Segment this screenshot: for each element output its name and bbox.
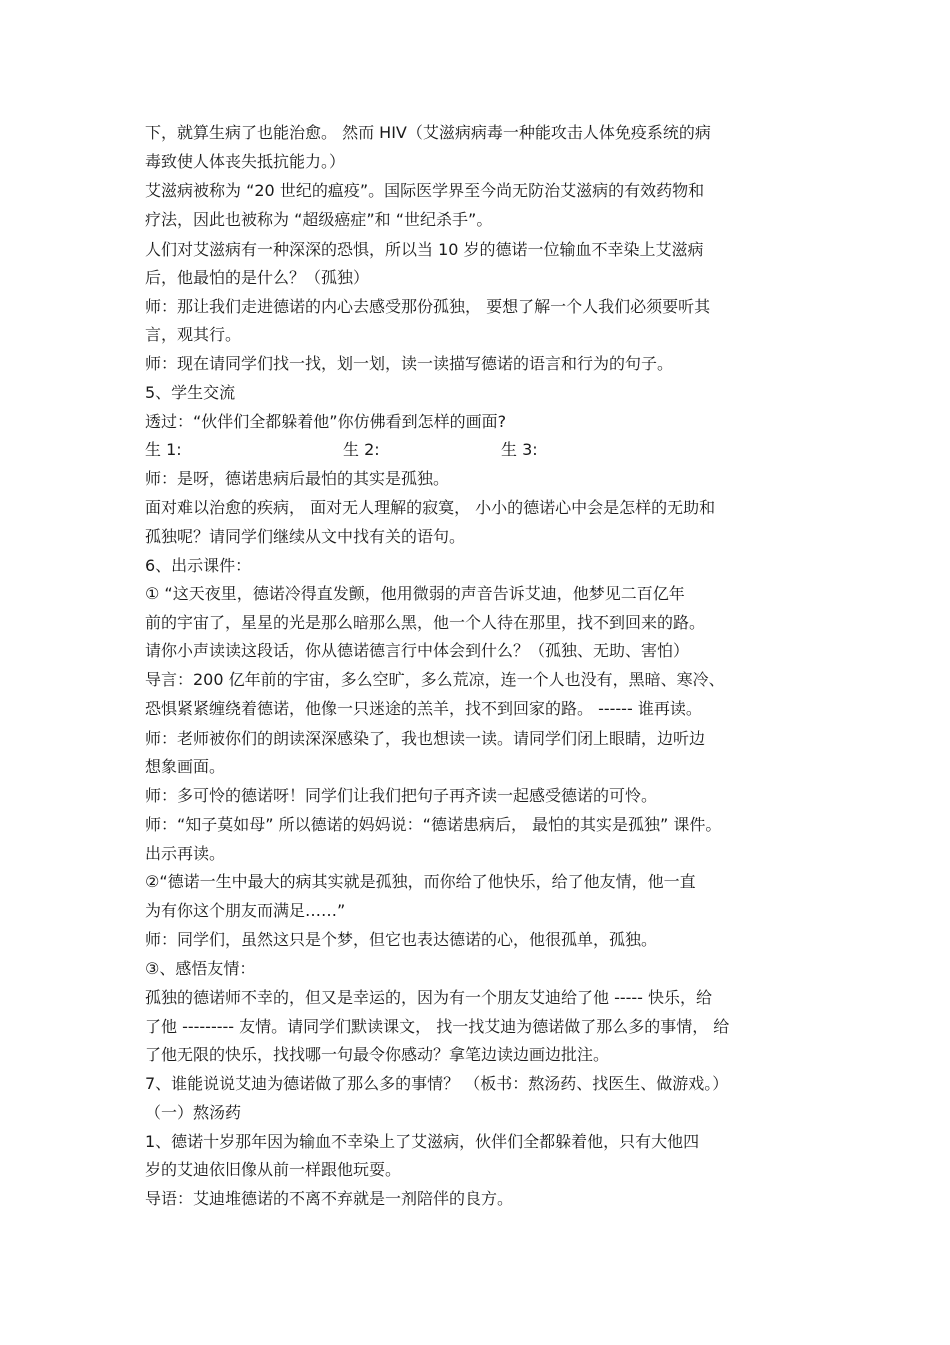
text-line: 想象画面。 <box>145 757 226 776</box>
text-line: 毒致使人体丧失抵抗能力。） <box>145 152 346 171</box>
text-line: 了他无限的快乐，找找哪一句最令你感动？拿笔边读边画边批注。 <box>145 1045 610 1064</box>
text-line: 师：老师被你们的朗读深深感染了，我也想读一读。请同学们闭上眼睛，边听边 <box>145 729 706 748</box>
text-line: 孤独呢？请同学们继续从文中找有关的语句。 <box>145 527 466 546</box>
text-line: ②“德诺一生中最大的病其实就是孤独，而你给了他快乐，给了他友情，他一直 <box>145 872 696 891</box>
text-line: 请你小声读读这段话，你从德诺德言行中体会到什么？（孤独、无助、害怕） <box>145 641 690 660</box>
text-line: 前的宇宙了，星星的光是那么暗那么黑，他一个人待在那里，找不到回来的路。 <box>145 613 706 632</box>
text-line: 师：同学们，虽然这只是个梦，但它也表达德诺的心，他很孤单，孤独。 <box>145 930 658 949</box>
text-line: 人们对艾滋病有一种深深的恐惧，所以当 10 岁的德诺一位输血不幸染上艾滋病 <box>145 240 704 259</box>
text-line: 恐惧紧紧缠绕着德诺，他像一只迷途的羔羊，找不到回家的路。 ------ 谁再读。 <box>145 699 702 718</box>
text-line: 师：“知子莫如母” 所以德诺的妈妈说：“德诺患病后， 最怕的其实是孤独” 课件。 <box>145 815 722 834</box>
text-line: 言，观其行。 <box>145 325 242 344</box>
text-line: 了他 --------- 友情。请同学们默读课文， 找一找艾迪为德诺做了那么多的事情， 给 <box>145 1017 730 1036</box>
section-heading: ③、感悟友情： <box>145 959 256 978</box>
student-2-label: 生 2: <box>343 440 380 459</box>
section-heading: 7、谁能说说艾迪为德诺做了那么多的事情？ （板书：熬汤药、找医生、做游戏。） <box>145 1074 729 1093</box>
text-line: 导言：200 亿年前的宇宙，多么空旷，多么荒凉，连一个人也没有，黑暗、寒冷、 <box>145 670 725 689</box>
text-line: 1、德诺十岁那年因为输血不幸染上了艾滋病，伙伴们全都躲着他，只有大他四 <box>145 1132 700 1151</box>
sub-heading: （一）熬汤药 <box>145 1103 242 1122</box>
text-line: 师：那让我们走进德诺的内心去感受那份孤独， 要想了解一个人我们必须要听其 <box>145 297 711 316</box>
text-line: 下，就算生病了也能治愈。 然而 HIV（艾滋病病毒一种能攻击人体免疫系统的病 <box>145 123 711 142</box>
student-responses-row <box>145 440 820 460</box>
text-line: 艾滋病被称为 “20 世纪的瘟疫”。国际医学界至今尚无防治艾滋病的有效药物和 <box>145 181 705 200</box>
text-line: 师：多可怜的德诺呀！同学们让我们把句子再齐读一起感受德诺的可怜。 <box>145 786 658 805</box>
text-line: 岁的艾迪依旧像从前一样跟他玩耍。 <box>145 1160 402 1179</box>
text-line: 师：现在请同学们找一找，划一划，读一读描写德诺的语言和行为的句子。 <box>145 354 674 373</box>
section-heading: 5、学生交流 <box>145 383 236 402</box>
text-line: 疗法，因此也被称为 “超级癌症”和 “世纪杀手”。 <box>145 210 493 229</box>
text-line: 孤独的德诺师不幸的，但又是幸运的，因为有一个朋友艾迪给了他 ----- 快乐，给 <box>145 988 713 1007</box>
text-line: 为有你这个朋友而满足……” <box>145 901 346 920</box>
text-line: 出示再读。 <box>145 844 226 863</box>
text-line: 透过：“伙伴们全都躲着他”你仿佛看到怎样的画面? <box>145 412 507 431</box>
section-heading: 6、出示课件： <box>145 556 252 575</box>
student-1-label: 生 1: <box>145 440 182 459</box>
text-line: 面对难以治愈的疾病， 面对无人理解的寂寞， 小小的德诺心中会是怎样的无助和 <box>145 498 716 517</box>
text-line: 师：是呀，德诺患病后最怕的其实是孤独。 <box>145 469 450 488</box>
text-line: 后，他最怕的是什么？（孤独） <box>145 268 370 287</box>
student-3-label: 生 3: <box>501 440 538 459</box>
text-line: ① “这天夜里，德诺冷得直发颤，他用微弱的声音告诉艾迪，他梦见二百亿年 <box>145 584 685 603</box>
text-line: 导语：艾迪堆德诺的不离不弃就是一剂陪伴的良方。 <box>145 1189 514 1208</box>
